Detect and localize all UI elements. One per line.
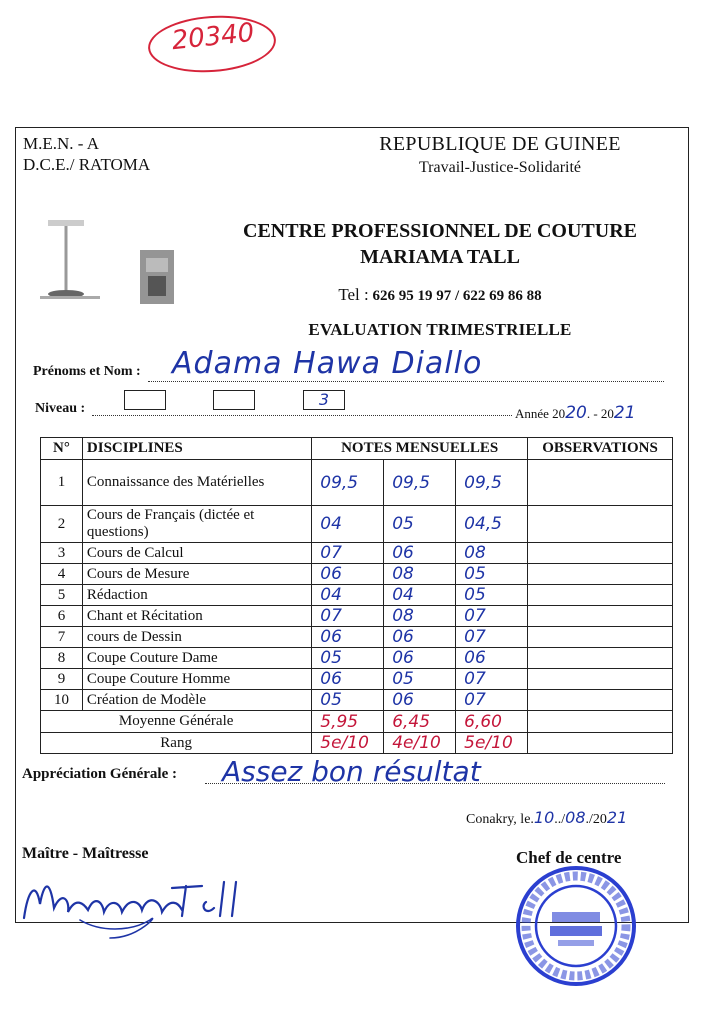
note-month-1: 04 <box>312 506 384 543</box>
republic-motto: Travail-Justice-Solidarité <box>418 159 582 176</box>
note-month-2: 06 <box>384 543 456 564</box>
date-day: 10 <box>533 808 555 827</box>
note-month-1: 04 <box>312 585 384 606</box>
note-month-2: 05 <box>384 506 456 543</box>
observation-cell <box>528 711 673 733</box>
school-year <box>515 403 636 423</box>
observation-cell <box>528 543 673 564</box>
tel-label: Tel : <box>338 285 369 304</box>
moyenne-3: 6,60 <box>456 711 528 733</box>
date-year-prefix: 20 <box>592 812 607 827</box>
year-end: 21 <box>613 403 636 423</box>
note-month-2: 06 <box>384 627 456 648</box>
teacher-signature-icon <box>10 860 270 940</box>
observation-cell <box>528 585 673 606</box>
document-title: EVALUATION TRIMESTRIELLE <box>308 320 572 339</box>
table-row <box>41 506 673 543</box>
school-logo-icon <box>38 206 188 306</box>
note-month-3: 07 <box>456 606 528 627</box>
row-number: 8 <box>41 648 83 669</box>
ministry-line-1: M.E.N. - A <box>23 134 100 153</box>
note-month-1: 06 <box>312 627 384 648</box>
date-year-suffix: 21 <box>606 808 628 827</box>
note-month-1: 06 <box>312 564 384 585</box>
moyenne-1: 5,95 <box>312 711 384 733</box>
note-month-1: 07 <box>312 543 384 564</box>
moyenne-2: 6,45 <box>384 711 456 733</box>
level-value: 3 <box>318 390 330 409</box>
moyenne-label: Moyenne Générale <box>41 711 312 733</box>
discipline-name: Cours de Calcul <box>82 543 311 564</box>
moyenne-row <box>41 711 673 733</box>
note-month-3: 07 <box>456 669 528 690</box>
table-row <box>41 585 673 606</box>
student-name: Adama Hawa Diallo <box>172 346 483 381</box>
note-month-3: 04,5 <box>456 506 528 543</box>
ministry-line-2: D.C.E./ RATOMA <box>23 155 151 174</box>
director-label: Chef de centre <box>516 848 622 867</box>
discipline-name: Coupe Couture Homme <box>82 669 311 690</box>
republic-block <box>330 133 670 177</box>
note-month-3: 07 <box>456 627 528 648</box>
name-label: Prénoms et Nom : <box>33 364 141 379</box>
observation-cell <box>528 690 673 711</box>
table-row <box>41 460 673 506</box>
school-line-1: CENTRE PROFESSIONNEL DE COUTURE <box>243 220 637 242</box>
place-date: Conakry, le.10../08./2021 <box>466 808 628 827</box>
level-dotted-line <box>92 415 512 416</box>
observation-cell <box>528 669 673 690</box>
note-month-3: 08 <box>456 543 528 564</box>
row-number: 2 <box>41 506 83 543</box>
tel-numbers: 626 95 19 97 / 622 69 86 88 <box>372 288 542 304</box>
phone-line <box>200 285 680 305</box>
header-num: N° <box>41 438 83 460</box>
table-header-row <box>41 438 673 460</box>
observation-cell <box>528 506 673 543</box>
observation-cell <box>528 648 673 669</box>
table-row <box>41 669 673 690</box>
year-label: Année 20 <box>515 406 566 421</box>
note-month-1: 07 <box>312 606 384 627</box>
row-number: 1 <box>41 460 83 506</box>
discipline-name: Coupe Couture Dame <box>82 648 311 669</box>
header-observations: OBSERVATIONS <box>528 438 673 460</box>
observation-cell <box>528 606 673 627</box>
note-month-3: 05 <box>456 585 528 606</box>
grades-body <box>41 460 673 754</box>
row-number: 10 <box>41 690 83 711</box>
level-box-1 <box>124 390 166 410</box>
school-line-2: MARIAMA TALL <box>360 246 520 268</box>
note-month-2: 09,5 <box>384 460 456 506</box>
discipline-name: Cours de Mesure <box>82 564 311 585</box>
year-start: 20 <box>565 403 587 423</box>
table-row <box>41 648 673 669</box>
table-row <box>41 606 673 627</box>
table-row <box>41 564 673 585</box>
rang-1: 5e/10 <box>312 733 384 754</box>
row-number: 9 <box>41 669 83 690</box>
rang-2: 4e/10 <box>384 733 456 754</box>
table-row <box>41 543 673 564</box>
discipline-name: Chant et Récitation <box>82 606 311 627</box>
note-month-1: 05 <box>312 648 384 669</box>
rang-row <box>41 733 673 754</box>
discipline-name: cours de Dessin <box>82 627 311 648</box>
note-month-3: 06 <box>456 648 528 669</box>
header-notes: NOTES MENSUELLES <box>312 438 528 460</box>
school-title <box>195 218 685 270</box>
row-number: 4 <box>41 564 83 585</box>
observation-cell <box>528 460 673 506</box>
row-number: 7 <box>41 627 83 648</box>
note-month-3: 09,5 <box>456 460 528 506</box>
official-stamp-icon <box>506 860 646 990</box>
discipline-name: Cours de Français (dictée et questions) <box>82 506 311 543</box>
republic-name: REPUBLIQUE DE GUINEE <box>379 133 621 155</box>
name-dotted-line <box>148 381 664 382</box>
discipline-name: Rédaction <box>82 585 311 606</box>
observation-cell <box>528 564 673 585</box>
note-month-2: 06 <box>384 648 456 669</box>
note-month-2: 08 <box>384 564 456 585</box>
note-month-3: 05 <box>456 564 528 585</box>
appreciation-label: Appréciation Générale : <box>22 766 177 782</box>
row-number: 3 <box>41 543 83 564</box>
discipline-name: Connaissance des Matérielles <box>82 460 311 506</box>
header-disciplines: DISCIPLINES <box>82 438 311 460</box>
observation-cell <box>528 733 673 754</box>
row-number: 5 <box>41 585 83 606</box>
date-month: 08 <box>565 808 586 827</box>
note-month-3: 07 <box>456 690 528 711</box>
note-month-1: 05 <box>312 690 384 711</box>
observation-cell <box>528 627 673 648</box>
table-row <box>41 690 673 711</box>
rang-label: Rang <box>41 733 312 754</box>
note-month-1: 06 <box>312 669 384 690</box>
table-row <box>41 627 673 648</box>
level-box-2 <box>213 390 255 410</box>
discipline-name: Création de Modèle <box>82 690 311 711</box>
note-month-2: 05 <box>384 669 456 690</box>
note-month-2: 04 <box>384 585 456 606</box>
ministry-block <box>23 133 150 175</box>
rang-3: 5e/10 <box>456 733 528 754</box>
appreciation-value: Assez bon résultat <box>222 755 481 788</box>
year-separator: . - 20 <box>586 406 614 421</box>
grades-table <box>40 437 673 754</box>
note-month-2: 06 <box>384 690 456 711</box>
level-label: Niveau : <box>35 401 86 416</box>
teacher-label: Maître - Maîtresse <box>22 845 149 862</box>
level-box-3 <box>303 390 345 410</box>
place-label: Conakry, le <box>466 812 531 827</box>
reference-number: 20340 <box>170 17 256 57</box>
note-month-1: 09,5 <box>312 460 384 506</box>
note-month-2: 08 <box>384 606 456 627</box>
row-number: 6 <box>41 606 83 627</box>
